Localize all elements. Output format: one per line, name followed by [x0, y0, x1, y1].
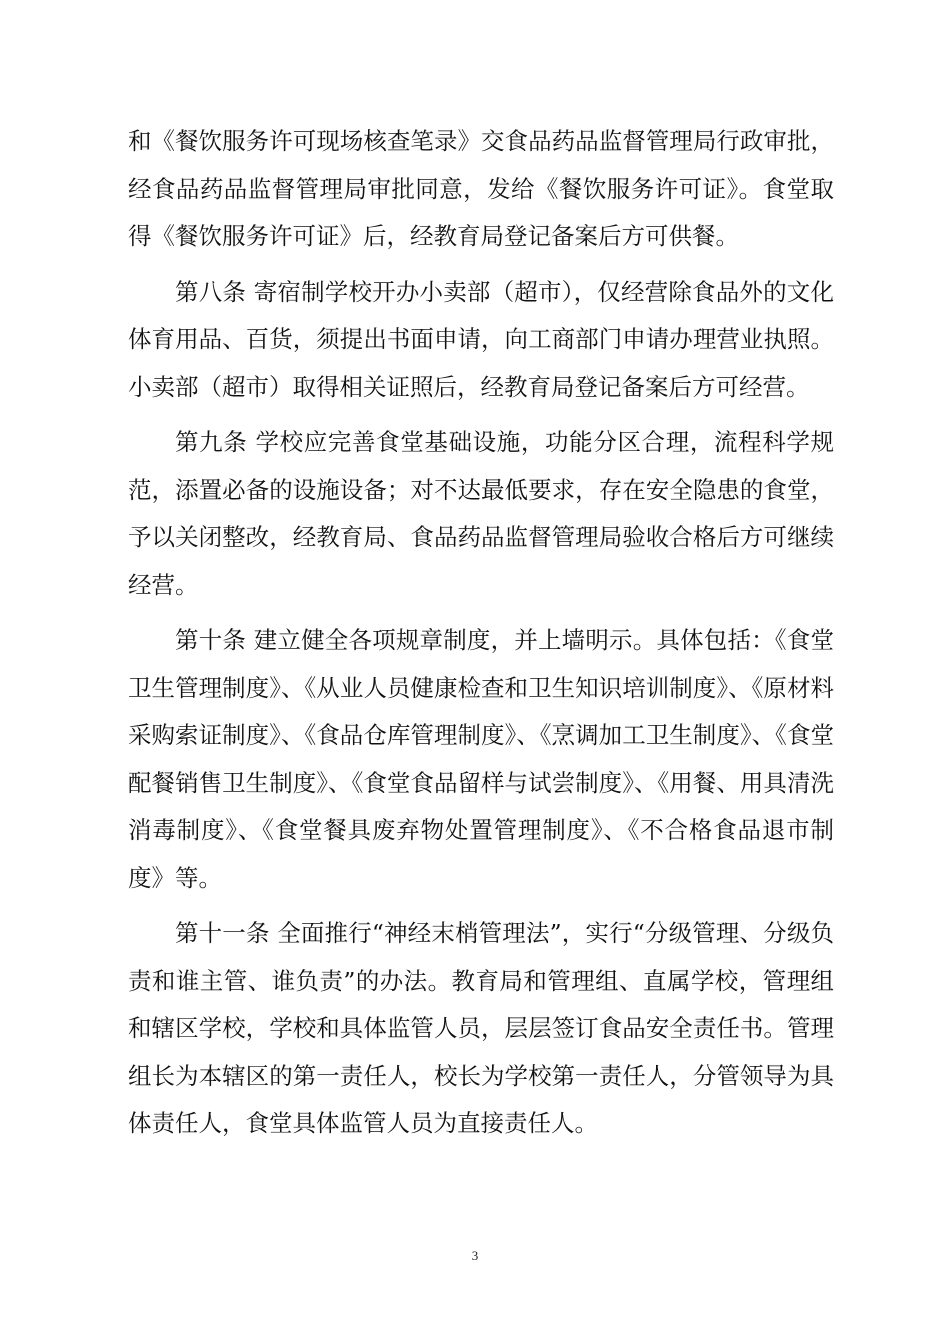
document-body	[128, 118, 834, 1156]
page-number: 3	[471, 1248, 479, 1263]
paragraph-article-8: 第八条 寄宿制学校开办小卖部（超市），仅经营除食品外的文化体育用品、百货，须提出书面申请，向工商部门申请办理营业执照。小卖部（超市）取得相关证照后，经教育局登记备案后方可经营。	[128, 277, 834, 401]
paragraph-continuation: 和《餐饮服务许可现场核查笔录》交食品药品监督管理局行政审批，经食品药品监督管理局审批同意，发给《餐饮服务许可证》。食堂取得《餐饮服务许可证》后，经教育局登记备案后方可供餐。	[128, 127, 834, 250]
paragraph-article-10: 第十条 建立健全各项规章制度，并上墙明示。具体包括：《食堂卫生管理制度》、《从业人员健康检查和卫生知识培训制度》、《原材料采购索证制度》、《食品仓库管理制度》、《烹调加工卫生制度》、《食堂配餐销售卫生制度》、《食堂食品留样与试尝制度》、《用餐、用具清洗消毒制度》、《食堂餐具废弃物处置管理制度》、《不合格食品退市制度》等。	[128, 626, 834, 892]
paragraph-article-11: 第十一条 全面推行“神经末梢管理法”，实行“分级管理、分级负责和谁主管、谁负责”的办法。教育局和管理组、直属学校，管理组和辖区学校，学校和具体监管人员，层层签订食品安全责任书。管理组长为本辖区的第一责任人，校长为学校第一责任人，分管领导为具体责任人，食堂具体监管人员为直接责任人。	[128, 919, 834, 1137]
paragraph-article-9: 第九条 学校应完善食堂基础设施，功能分区合理，流程科学规范，添置必备的设施设备；对不达最低要求，存在安全隐患的食堂，予以关闭整改，经教育局、食品药品监督管理局验收合格后方可继续经营。	[128, 428, 834, 599]
